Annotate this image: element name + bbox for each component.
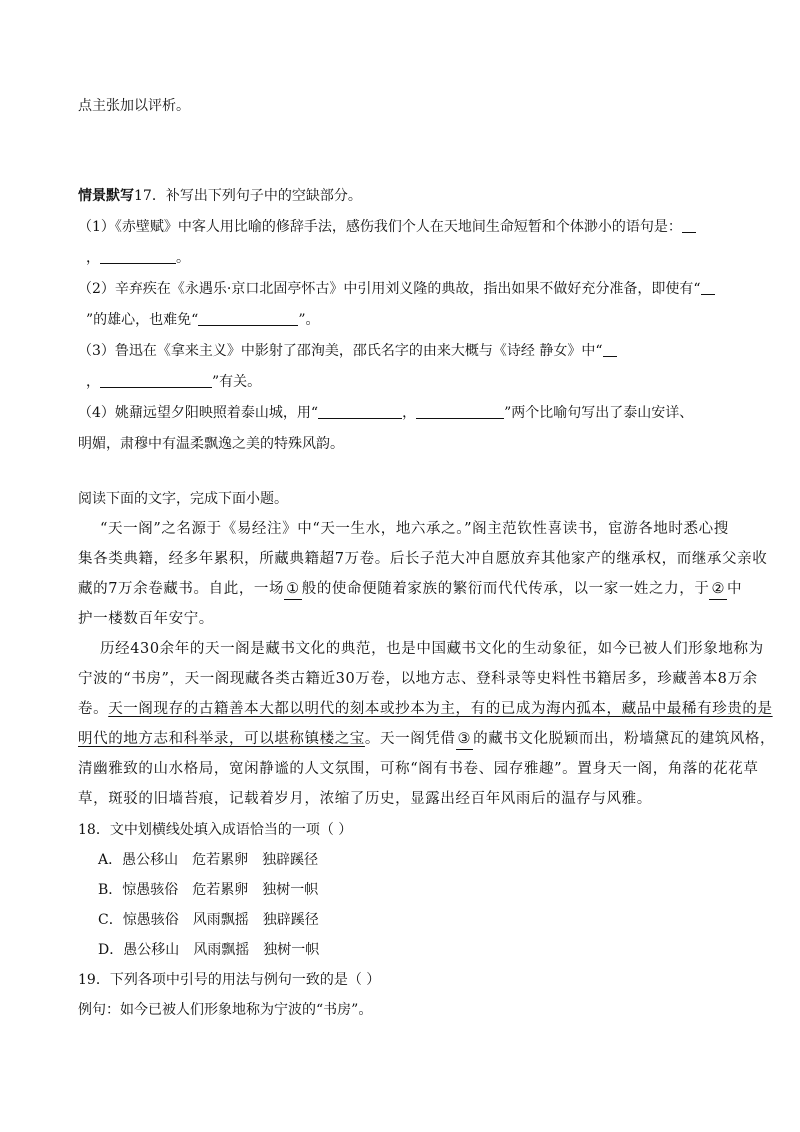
blank-marker-3: ③ <box>456 729 474 750</box>
passage-text: 般的使命便随着家族的繁衍而代代传承，以一家一姓之力，于 <box>301 581 710 597</box>
question-17-text: 17．补写出下列句子中的空缺部分。 <box>134 188 362 204</box>
option-label: B． <box>98 882 123 898</box>
option-item: 独辟蹊径 <box>262 852 319 868</box>
reading-intro: 阅读下面的文字，完成下面小题。 <box>78 491 288 507</box>
answer-blank[interactable] <box>318 404 402 419</box>
answer-blank[interactable] <box>603 342 617 357</box>
question-17-4-cont: 明媚，肃穆中有温柔飘逸之美的特殊风韵。 <box>78 436 344 452</box>
answer-blank[interactable] <box>682 218 696 233</box>
question-17-1-cont <box>86 248 190 268</box>
question-17-3-cont <box>86 372 261 392</box>
option-b[interactable] <box>98 880 318 900</box>
passage-text: 中 <box>727 581 743 597</box>
q17-3-end: ”有关。 <box>212 374 262 390</box>
continuation-text: 点主张加以评析。 <box>78 98 190 114</box>
q17-1-text: （1）《赤壁赋》中客人用比喻的修辞手法，感伤我们个人在天地间生命短暂和个体渺小的语句是： <box>78 219 682 235</box>
question-18-stem: 18．文中划横线处填入成语恰当的一项（ ） <box>78 822 353 838</box>
option-item: 危若累卵 <box>192 852 249 868</box>
passage-text: 的藏书文化脱颖而出，粉墙黛瓦的建筑风格， <box>473 731 776 747</box>
q17-2-text-b: ”的雄心，也难免“ <box>86 312 199 328</box>
option-item: 惊愚骇俗 <box>122 912 179 928</box>
section-heading: 情景默写 <box>78 188 134 204</box>
q17-4-text-c: ”两个比喻句写出了泰山安详、 <box>504 405 694 421</box>
option-d[interactable] <box>98 940 319 960</box>
passage-p2-line2: 宁波的“书房”，天一阁现藏各类古籍近30万卷，以地方志、登科录等史料性书籍居多，珍藏善本8万余 <box>78 671 758 687</box>
answer-blank[interactable] <box>100 249 176 264</box>
passage-text: 。天一阁凭借 <box>364 731 456 747</box>
question-17-2 <box>78 279 715 299</box>
answer-blank[interactable] <box>198 311 298 326</box>
passage-p1-line4: 护一楼数百年安宁。 <box>78 611 214 627</box>
option-a[interactable] <box>98 850 318 870</box>
q17-2-end: ”。 <box>298 312 320 328</box>
q17-3-comma: ， <box>86 374 100 390</box>
underlined-sentence: 天一阁现存的古籍善本大都以明代的刻本或抄本为主，有的已成为海内孤本，藏品中最稀有珍贵的是 <box>108 701 773 717</box>
passage-p2-line4 <box>78 729 775 750</box>
q17-4-text: （4）姚鼐远望夕阳映照着泰山城，用“ <box>78 405 319 421</box>
option-item: 独树一帜 <box>263 942 320 958</box>
option-item: 独树一帜 <box>262 882 319 898</box>
passage-p1-line2: 集各类典籍，经多年累积，所藏典籍超7万卷。后长子范大冲自愿放弃其他家产的继承权，而继承父亲收 <box>78 551 768 567</box>
question-17-1 <box>78 217 696 237</box>
question-17-title <box>78 186 362 206</box>
underlined-sentence: 明代的地方志和科举录，可以堪称镇楼之宝 <box>78 731 365 747</box>
answer-blank[interactable] <box>701 280 715 295</box>
passage-p2-line5: 清幽雅致的山水格局，宽闲静谧的人文氛围，可称“阁有书卷、园存雅趣”。置身天一阁，角落的花花草 <box>78 761 759 777</box>
passage-text: 藏的7万余卷藏书。自此，一场 <box>78 581 285 597</box>
q17-1-comma: ， <box>86 250 100 266</box>
answer-blank[interactable] <box>100 373 212 388</box>
option-item: 风雨飘摇 <box>192 912 249 928</box>
option-label: A． <box>98 852 123 868</box>
option-item: 危若累卵 <box>192 882 249 898</box>
passage-p1-line3 <box>78 579 742 600</box>
passage-p2-line1: 历经430余年的天一阁是藏书文化的典范，也是中国藏书文化的生动象征，如今已被人们形象地称为 <box>100 641 764 657</box>
question-19-example: 例句：如今已被人们形象地称为宁波的“书房”。 <box>78 1002 373 1018</box>
option-item: 独辟蹊径 <box>262 912 319 928</box>
q17-4-comma: ， <box>402 405 417 421</box>
option-item: 愚公移山 <box>122 852 179 868</box>
option-label: D． <box>98 942 124 958</box>
option-c[interactable] <box>98 910 319 930</box>
passage-text: 卷。 <box>78 701 109 717</box>
blank-marker-1: ① <box>284 579 302 600</box>
answer-blank[interactable] <box>416 404 504 419</box>
blank-marker-2: ② <box>709 579 727 600</box>
q17-1-end: 。 <box>176 250 190 266</box>
option-item: 风雨飘摇 <box>193 942 250 958</box>
passage-p1-line1: “天一阁”之名源于《易经注》中“天一生水，地六承之。”阁主范钦性喜读书，宦游各地时悉心搜 <box>100 521 729 537</box>
option-item: 愚公移山 <box>123 942 180 958</box>
q17-3-text: （3）鲁迅在《拿来主义》中影射了邵洵美，邵氏名字的由来大概与《诗经 静女》中“ <box>78 343 603 359</box>
question-17-4 <box>78 403 693 423</box>
question-17-2-cont <box>86 310 320 330</box>
option-item: 惊愚骇俗 <box>122 882 179 898</box>
passage-p2-line6: 草，斑驳的旧墙苔痕，记载着岁月，浓缩了历史，显露出经百年风雨后的温存与风雅。 <box>78 791 652 807</box>
passage-p2-line3 <box>78 699 773 719</box>
question-19-stem: 19．下列各项中引号的用法与例句一致的是（ ） <box>78 972 381 988</box>
question-17-3 <box>78 341 617 361</box>
q17-2-text: （2）辛弃疾在《永遇乐·京口北固亭怀古》中引用刘义隆的典故，指出如果不做好充分准备，即使有“ <box>78 281 701 297</box>
option-label: C． <box>98 912 123 928</box>
